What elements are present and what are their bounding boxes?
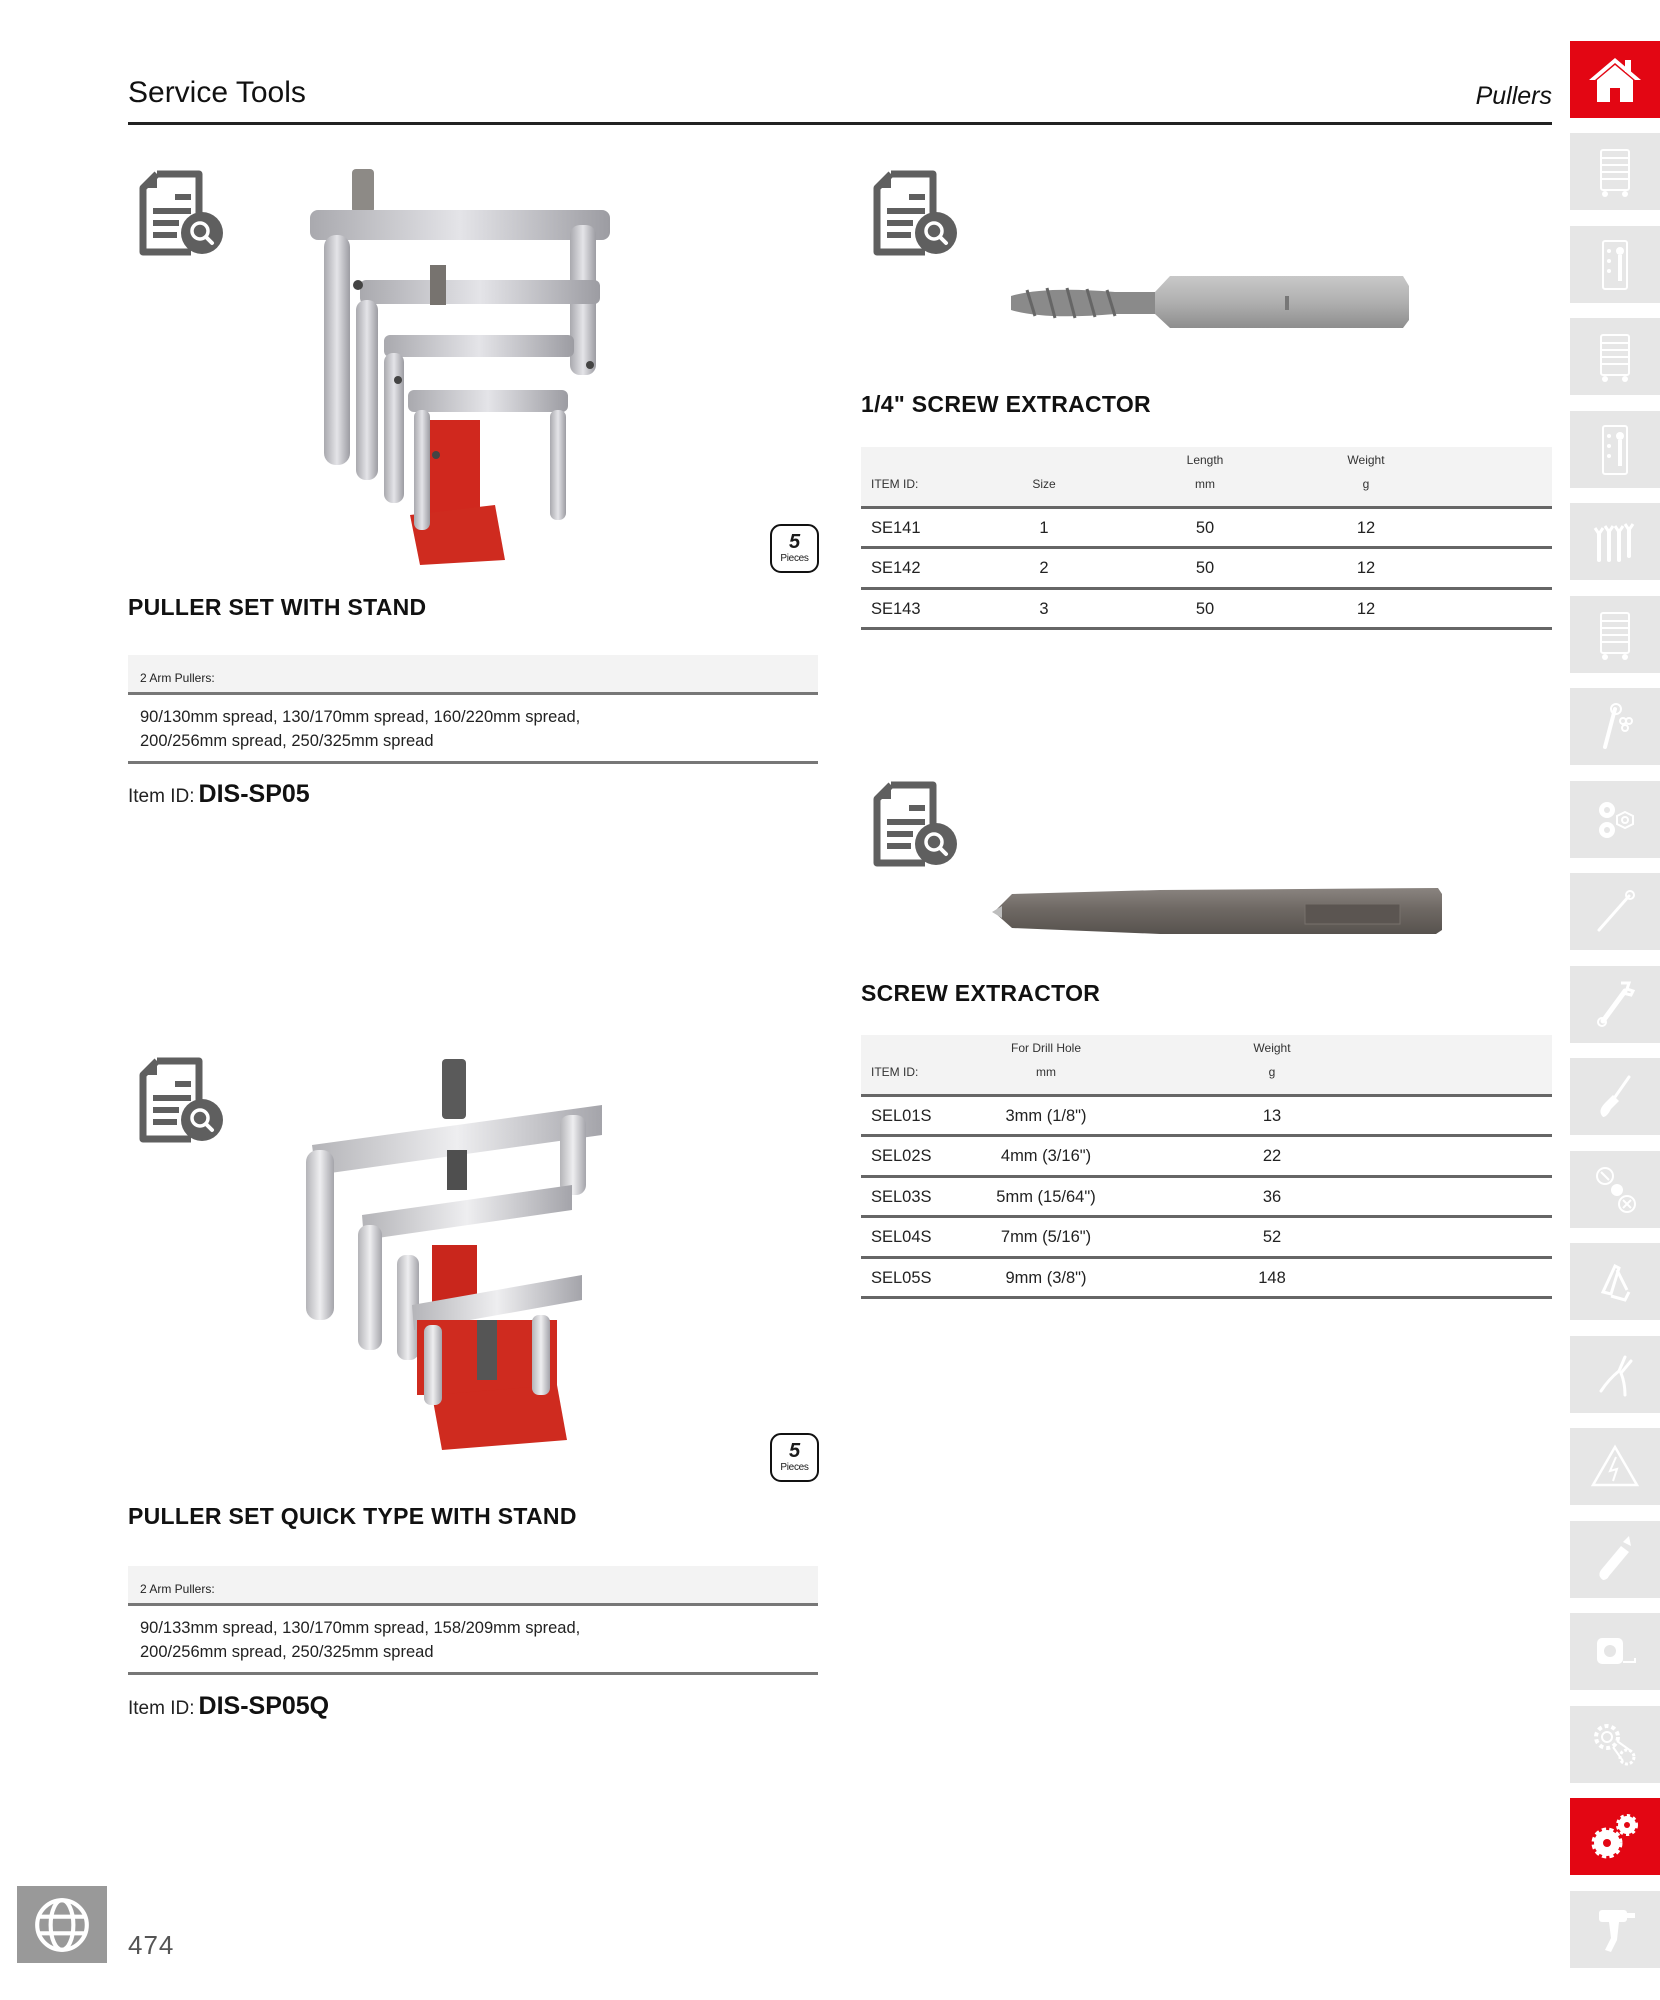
sidebar-item-ratchets[interactable] (1570, 688, 1660, 765)
sidebar-item-extension-bars[interactable] (1570, 873, 1660, 950)
puller-set-quick-image (292, 1055, 612, 1460)
sidebar-item-spanners[interactable] (1570, 966, 1660, 1043)
power-drill-icon (1585, 1900, 1645, 1960)
spec-label: 2 Arm Pullers: (128, 655, 818, 695)
page-title: Service Tools (128, 76, 306, 109)
datasheet-icon[interactable] (139, 1057, 225, 1143)
item-id-label: Item ID: (128, 786, 195, 807)
table-row: SE143 3 50 12 (861, 588, 1552, 629)
item-id (128, 780, 310, 809)
specifications-table (861, 447, 1552, 630)
tool-cabinet-icon (1585, 605, 1645, 665)
spec-line: 90/130mm spread, 130/170mm spread, 160/220mm spread, (140, 708, 581, 726)
sidebar-item-electrical[interactable] (1570, 1428, 1660, 1505)
sidebar-item-tool-cabinets[interactable] (1570, 133, 1660, 210)
spanner-icon (1585, 975, 1645, 1035)
sidebar-item-measuring[interactable] (1570, 1613, 1660, 1690)
column-header: Weight g (1333, 447, 1399, 507)
table-row: SE142 2 50 12 (861, 548, 1552, 589)
extension-bar-icon (1585, 882, 1645, 942)
datasheet-icon[interactable] (873, 781, 959, 867)
table-row: SEL02S 4mm (3/16") 22 (861, 1136, 1552, 1177)
page-number: 474 (128, 1930, 175, 1960)
screwdriver-icon (1585, 1067, 1645, 1127)
column-header: ITEM ID: (861, 1035, 981, 1095)
item-id-code: DIS-SP05Q (198, 1692, 330, 1720)
product-title: PULLER SET WITH STAND (128, 594, 427, 620)
table-row: SEL01S 3mm (1/8") 13 (861, 1095, 1552, 1136)
table-row: SE141 1 50 12 (861, 507, 1552, 548)
pieces-badge (770, 524, 819, 573)
sidebar-item-tool-boards[interactable] (1570, 226, 1660, 303)
item-id (128, 1692, 329, 1721)
sidebar-item-wrench-sets[interactable] (1570, 503, 1660, 580)
spec-label: 2 Arm Pullers: (128, 1566, 818, 1606)
home-icon (1585, 50, 1645, 110)
sidebar-item-tool-cabinets-2[interactable] (1570, 318, 1660, 395)
spec-table (128, 655, 818, 764)
spec-values (128, 1606, 818, 1675)
table-header-row (861, 1035, 1552, 1095)
sidebar-item-service-tools[interactable] (1570, 1798, 1660, 1875)
quarter-screw-extractor-image (1005, 272, 1410, 334)
spec-values (128, 695, 818, 764)
spec-line: 90/133mm spread, 130/170mm spread, 158/209mm spread, (140, 1619, 581, 1637)
ratchet-icon (1585, 697, 1645, 757)
sidebar-item-bits[interactable] (1570, 1151, 1660, 1228)
electrical-hazard-icon (1585, 1437, 1645, 1497)
sidebar-item-power-tools[interactable] (1570, 1891, 1660, 1968)
product-title: SCREW EXTRACTOR (861, 980, 1101, 1006)
pieces-count: 5 (788, 1440, 801, 1462)
column-header: Length mm (1077, 447, 1333, 507)
pieces-label: Pieces (780, 1462, 809, 1473)
globe-icon (31, 1894, 93, 1956)
pieces-count: 5 (788, 531, 801, 553)
pieces-label: Pieces (780, 553, 809, 564)
spec-table (128, 1566, 818, 1675)
datasheet-icon[interactable] (873, 170, 959, 256)
sidebar-item-knives[interactable] (1570, 1521, 1660, 1598)
item-id-code: DIS-SP05 (198, 780, 310, 808)
datasheet-icon[interactable] (139, 170, 225, 256)
sidebar-item-sockets[interactable] (1570, 781, 1660, 858)
sockets-icon (1585, 790, 1645, 850)
bits-icon (1585, 1160, 1645, 1220)
table-header-row (861, 447, 1552, 507)
product-title: PULLER SET QUICK TYPE WITH STAND (128, 1503, 577, 1529)
service-tools-gears-icon (1585, 1807, 1645, 1867)
pieces-badge (770, 1433, 819, 1482)
column-header: Weight g (1111, 1035, 1433, 1095)
utility-knife-icon (1585, 1530, 1645, 1590)
sidebar-item-power-transmission[interactable] (1570, 1706, 1660, 1783)
table-row: SEL03S 5mm (15/64") 36 (861, 1176, 1552, 1217)
sidebar-item-tool-boards-2[interactable] (1570, 411, 1660, 488)
puller-set-image (300, 165, 620, 577)
item-id-label: Item ID: (128, 1698, 195, 1719)
sidebar-item-hex-keys[interactable] (1570, 1243, 1660, 1320)
tool-cabinet-icon (1585, 327, 1645, 387)
tool-board-icon (1585, 420, 1645, 480)
pliers-icon (1585, 1345, 1645, 1405)
tape-measure-icon (1585, 1622, 1645, 1682)
tool-board-icon (1585, 235, 1645, 295)
specifications-table (861, 1035, 1552, 1299)
table-row: SEL05S 9mm (3/8") 148 (861, 1257, 1552, 1298)
wrench-set-icon (1585, 512, 1645, 572)
screw-extractor-image (990, 878, 1445, 940)
sidebar-item-home[interactable] (1570, 41, 1660, 118)
product-title: 1/4" SCREW EXTRACTOR (861, 391, 1151, 417)
hex-keys-icon (1585, 1252, 1645, 1312)
spec-line: 200/256mm spread, 250/325mm spread (140, 732, 434, 750)
column-header: Size (1011, 447, 1077, 507)
website-link[interactable] (17, 1886, 107, 1963)
column-header: For Drill Hole mm (981, 1035, 1111, 1095)
gear-chain-icon (1585, 1715, 1645, 1775)
header-divider (128, 122, 1552, 125)
spec-line: 200/256mm spread, 250/325mm spread (140, 1643, 434, 1661)
table-row: SEL04S 7mm (5/16") 52 (861, 1217, 1552, 1258)
sidebar-item-pliers[interactable] (1570, 1336, 1660, 1413)
column-header: ITEM ID: (861, 447, 1011, 507)
tool-cabinet-icon (1585, 142, 1645, 202)
sidebar-item-screwdrivers[interactable] (1570, 1058, 1660, 1135)
section-label: Pullers (1475, 82, 1552, 110)
sidebar-item-tool-cabinets-3[interactable] (1570, 596, 1660, 673)
